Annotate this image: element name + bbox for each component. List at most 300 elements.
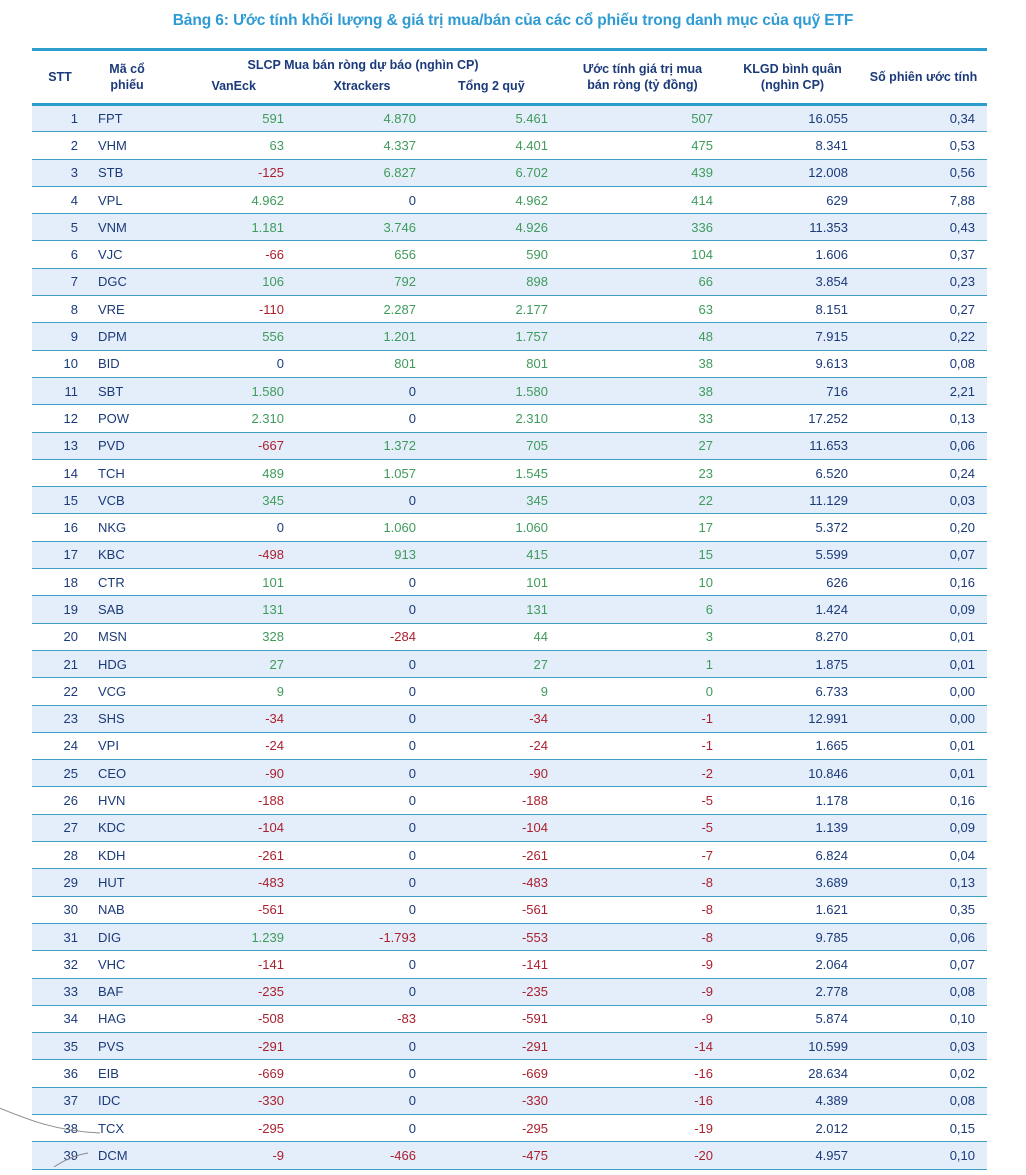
cell-tong2quy: 4.401 — [428, 132, 560, 159]
col-header-klgd-line2: (nghìn CP) — [760, 78, 825, 92]
cell-tong2quy: 345 — [428, 487, 560, 514]
cell-sessions: 7,88 — [860, 186, 987, 213]
cell-klgd: 9.613 — [725, 350, 860, 377]
cell-tong2quy: -188 — [428, 787, 560, 814]
cell-klgd: 28.634 — [725, 1060, 860, 1087]
cell-tong2quy: 590 — [428, 241, 560, 268]
page-title: Bảng 6: Ước tính khối lượng & giá trị mua/bán của các cổ phiếu trong danh mục của quỹ ETF — [172, 12, 854, 29]
cell-ticker: HAG — [88, 1005, 166, 1032]
cell-stt: 30 — [32, 896, 88, 923]
cell-xtrackers: 1.372 — [296, 432, 428, 459]
table-row[interactable] — [32, 268, 987, 295]
table-row[interactable] — [32, 923, 987, 950]
cell-vaneck: -141 — [166, 951, 296, 978]
cell-xtrackers: 0 — [296, 650, 428, 677]
cell-xtrackers: 0 — [296, 978, 428, 1005]
table-row[interactable] — [32, 1033, 987, 1060]
cell-ticker: PVS — [88, 1033, 166, 1060]
cell-klgd: 17.252 — [725, 405, 860, 432]
cell-tong2quy: 705 — [428, 432, 560, 459]
cell-value: -8 — [560, 923, 725, 950]
cell-sessions: 0,16 — [860, 787, 987, 814]
cell-ticker: HVN — [88, 787, 166, 814]
cell-vaneck: -483 — [166, 869, 296, 896]
cell-ticker: FPT — [88, 105, 166, 132]
cell-sessions: 0,23 — [860, 268, 987, 295]
table-body — [32, 105, 987, 1170]
cell-xtrackers: 0 — [296, 678, 428, 705]
col-header-value-label — [564, 61, 721, 93]
cell-value: 6 — [560, 596, 725, 623]
cell-xtrackers: 0 — [296, 951, 428, 978]
cell-stt: 38 — [32, 1114, 88, 1141]
cell-sessions: 0,07 — [860, 951, 987, 978]
cell-xtrackers: -466 — [296, 1142, 428, 1169]
cell-value: -1 — [560, 705, 725, 732]
table-row[interactable] — [32, 350, 987, 377]
cell-vaneck: 9 — [166, 678, 296, 705]
cell-sessions: 0,08 — [860, 978, 987, 1005]
cell-klgd: 6.733 — [725, 678, 860, 705]
cell-sessions: 0,08 — [860, 350, 987, 377]
cell-vaneck: 106 — [166, 268, 296, 295]
cell-sessions: 0,24 — [860, 459, 987, 486]
cell-stt: 22 — [32, 678, 88, 705]
cell-tong2quy: -34 — [428, 705, 560, 732]
cell-xtrackers: 0 — [296, 1060, 428, 1087]
cell-ticker: PVD — [88, 432, 166, 459]
col-header-klgd-line1: KLGD bình quân — [743, 62, 842, 76]
cell-stt: 17 — [32, 541, 88, 568]
cell-stt: 4 — [32, 186, 88, 213]
cell-vaneck: 345 — [166, 487, 296, 514]
table-row[interactable] — [32, 132, 987, 159]
cell-xtrackers: 3.746 — [296, 214, 428, 241]
table-row[interactable] — [32, 186, 987, 213]
cell-klgd: 1.606 — [725, 241, 860, 268]
cell-vaneck: -261 — [166, 842, 296, 869]
col-header-tong2quy: Tổng 2 quỹ — [457, 79, 525, 93]
cell-ticker: DGC — [88, 268, 166, 295]
table-row[interactable] — [32, 1142, 987, 1169]
cell-tong2quy: 5.461 — [428, 105, 560, 132]
cell-stt: 26 — [32, 787, 88, 814]
cell-value: 63 — [560, 296, 725, 323]
cell-value: 48 — [560, 323, 725, 350]
cell-value: -7 — [560, 842, 725, 869]
cell-ticker: VHC — [88, 951, 166, 978]
cell-vaneck: -104 — [166, 814, 296, 841]
cell-ticker: SHS — [88, 705, 166, 732]
cell-ticker: VPL — [88, 186, 166, 213]
cell-ticker: EIB — [88, 1060, 166, 1087]
cell-vaneck: -667 — [166, 432, 296, 459]
col-header-sessions-label: Số phiên ước tính — [869, 70, 978, 84]
cell-value: -9 — [560, 978, 725, 1005]
cell-value: 17 — [560, 514, 725, 541]
cell-tong2quy: 2.177 — [428, 296, 560, 323]
cell-sessions: 0,08 — [860, 1087, 987, 1114]
cell-sessions: 0,13 — [860, 405, 987, 432]
cell-value: -1 — [560, 732, 725, 759]
cell-tong2quy: -591 — [428, 1005, 560, 1032]
cell-sessions: 0,35 — [860, 896, 987, 923]
cell-klgd: 1.621 — [725, 896, 860, 923]
cell-value: -2 — [560, 760, 725, 787]
cell-value: -9 — [560, 1005, 725, 1032]
cell-value: 3 — [560, 623, 725, 650]
table-row[interactable] — [32, 978, 987, 1005]
col-header-group-slcp — [166, 50, 560, 105]
cell-sessions: 0,16 — [860, 569, 987, 596]
cell-klgd: 16.055 — [725, 105, 860, 132]
cell-vaneck: 0 — [166, 514, 296, 541]
cell-stt: 5 — [32, 214, 88, 241]
cell-ticker: KBC — [88, 541, 166, 568]
cell-klgd: 10.846 — [725, 760, 860, 787]
cell-klgd: 1.139 — [725, 814, 860, 841]
cell-sessions: 0,34 — [860, 105, 987, 132]
cell-klgd: 4.389 — [725, 1087, 860, 1114]
cell-xtrackers: 1.057 — [296, 459, 428, 486]
cell-xtrackers: 4.337 — [296, 132, 428, 159]
table-row[interactable] — [32, 842, 987, 869]
cell-value: 27 — [560, 432, 725, 459]
table-row[interactable] — [32, 787, 987, 814]
cell-stt: 11 — [32, 377, 88, 404]
cell-stt: 23 — [32, 705, 88, 732]
cell-value: 22 — [560, 487, 725, 514]
cell-stt: 34 — [32, 1005, 88, 1032]
cell-stt: 16 — [32, 514, 88, 541]
cell-vaneck: -330 — [166, 1087, 296, 1114]
cell-vaneck: -669 — [166, 1060, 296, 1087]
table-row[interactable] — [32, 241, 987, 268]
cell-ticker: VRE — [88, 296, 166, 323]
cell-ticker: HDG — [88, 650, 166, 677]
cell-vaneck: -34 — [166, 705, 296, 732]
cell-sessions: 0,09 — [860, 596, 987, 623]
cell-stt: 12 — [32, 405, 88, 432]
cell-klgd: 5.599 — [725, 541, 860, 568]
cell-stt: 14 — [32, 459, 88, 486]
cell-klgd: 10.599 — [725, 1033, 860, 1060]
cell-tong2quy: 6.702 — [428, 159, 560, 186]
cell-tong2quy: -669 — [428, 1060, 560, 1087]
cell-ticker: HUT — [88, 869, 166, 896]
cell-stt: 8 — [32, 296, 88, 323]
cell-value: 104 — [560, 241, 725, 268]
cell-sessions: 0,09 — [860, 814, 987, 841]
cell-stt: 20 — [32, 623, 88, 650]
table-row[interactable] — [32, 678, 987, 705]
cell-tong2quy: 1.545 — [428, 459, 560, 486]
cell-sessions: 0,06 — [860, 923, 987, 950]
cell-value: -8 — [560, 869, 725, 896]
cell-tong2quy: -561 — [428, 896, 560, 923]
table-row[interactable] — [32, 459, 987, 486]
table-row[interactable] — [32, 1060, 987, 1087]
cell-xtrackers: 0 — [296, 787, 428, 814]
cell-xtrackers: 0 — [296, 487, 428, 514]
cell-xtrackers: 0 — [296, 732, 428, 759]
cell-value: -19 — [560, 1114, 725, 1141]
cell-xtrackers: 0 — [296, 842, 428, 869]
cell-tong2quy: 44 — [428, 623, 560, 650]
cell-value: 507 — [560, 105, 725, 132]
cell-value: 439 — [560, 159, 725, 186]
cell-klgd: 1.875 — [725, 650, 860, 677]
cell-stt: 36 — [32, 1060, 88, 1087]
cell-klgd: 6.824 — [725, 842, 860, 869]
cell-vaneck: 328 — [166, 623, 296, 650]
cell-vaneck: 1.239 — [166, 923, 296, 950]
cell-sessions: 0,01 — [860, 650, 987, 677]
table-row[interactable] — [32, 705, 987, 732]
table-row[interactable] — [32, 760, 987, 787]
cell-xtrackers: 0 — [296, 896, 428, 923]
cell-xtrackers: 0 — [296, 186, 428, 213]
cell-stt: 2 — [32, 132, 88, 159]
cell-tong2quy: 9 — [428, 678, 560, 705]
cell-vaneck: -508 — [166, 1005, 296, 1032]
cell-vaneck: -110 — [166, 296, 296, 323]
cell-sessions: 0,03 — [860, 487, 987, 514]
cell-xtrackers: 0 — [296, 1087, 428, 1114]
cell-tong2quy: -553 — [428, 923, 560, 950]
cell-tong2quy: -261 — [428, 842, 560, 869]
table-row[interactable] — [32, 951, 987, 978]
cell-sessions: 2,21 — [860, 377, 987, 404]
table-row[interactable] — [32, 105, 987, 132]
cell-stt: 31 — [32, 923, 88, 950]
cell-vaneck: 0 — [166, 350, 296, 377]
table-row[interactable] — [32, 596, 987, 623]
cell-ticker: MSN — [88, 623, 166, 650]
cell-value: 33 — [560, 405, 725, 432]
cell-klgd: 1.665 — [725, 732, 860, 759]
table-row[interactable] — [32, 214, 987, 241]
col-header-value-line1: Ước tính giá trị mua — [582, 62, 703, 76]
cell-sessions: 0,37 — [860, 241, 987, 268]
cell-value: 475 — [560, 132, 725, 159]
cell-sessions: 0,10 — [860, 1005, 987, 1032]
table-row[interactable] — [32, 896, 987, 923]
table-row[interactable] — [32, 296, 987, 323]
cell-value: 10 — [560, 569, 725, 596]
cell-stt: 13 — [32, 432, 88, 459]
cell-ticker: DCM — [88, 1142, 166, 1169]
cell-xtrackers: 0 — [296, 705, 428, 732]
cell-xtrackers: 4.870 — [296, 105, 428, 132]
cell-vaneck: -235 — [166, 978, 296, 1005]
col-header-value — [560, 50, 725, 105]
cell-stt: 7 — [32, 268, 88, 295]
cell-value: -9 — [560, 951, 725, 978]
cell-value: 15 — [560, 541, 725, 568]
cell-xtrackers: -83 — [296, 1005, 428, 1032]
cell-ticker: VCG — [88, 678, 166, 705]
cell-tong2quy: -295 — [428, 1114, 560, 1141]
col-header-vaneck: VanEck — [211, 79, 256, 93]
cell-tong2quy: 131 — [428, 596, 560, 623]
col-header-stt-label: STT — [48, 70, 72, 84]
cell-sessions: 0,27 — [860, 296, 987, 323]
cell-xtrackers: -284 — [296, 623, 428, 650]
cell-value: 38 — [560, 350, 725, 377]
cell-value: -20 — [560, 1142, 725, 1169]
cell-value: 0 — [560, 678, 725, 705]
cell-sessions: 0,03 — [860, 1033, 987, 1060]
cell-ticker: STB — [88, 159, 166, 186]
cell-value: 414 — [560, 186, 725, 213]
cell-vaneck: 63 — [166, 132, 296, 159]
col-header-ticker-line1: Mã cổ — [109, 62, 145, 76]
table-row[interactable] — [32, 487, 987, 514]
table-row[interactable] — [32, 569, 987, 596]
cell-sessions: 0,10 — [860, 1142, 987, 1169]
cell-tong2quy: 4.962 — [428, 186, 560, 213]
cell-stt: 28 — [32, 842, 88, 869]
cell-ticker: SAB — [88, 596, 166, 623]
cell-stt: 39 — [32, 1142, 88, 1169]
cell-klgd: 3.854 — [725, 268, 860, 295]
cell-vaneck: 27 — [166, 650, 296, 677]
cell-value: -5 — [560, 814, 725, 841]
cell-sessions: 0,01 — [860, 732, 987, 759]
table-row[interactable] — [32, 1087, 987, 1114]
cell-value: 336 — [560, 214, 725, 241]
cell-ticker: IDC — [88, 1087, 166, 1114]
cell-klgd: 6.520 — [725, 459, 860, 486]
cell-xtrackers: 0 — [296, 569, 428, 596]
cell-vaneck: -188 — [166, 787, 296, 814]
table-row[interactable] — [32, 650, 987, 677]
cell-ticker: CTR — [88, 569, 166, 596]
cell-vaneck: 131 — [166, 596, 296, 623]
slcp-group-block — [170, 51, 556, 103]
table-row[interactable] — [32, 377, 987, 404]
cell-stt: 3 — [32, 159, 88, 186]
cell-sessions: 0,53 — [860, 132, 987, 159]
cell-klgd: 9.785 — [725, 923, 860, 950]
cell-klgd: 2.012 — [725, 1114, 860, 1141]
cell-ticker: NKG — [88, 514, 166, 541]
cell-stt: 9 — [32, 323, 88, 350]
cell-xtrackers: 1.201 — [296, 323, 428, 350]
cell-xtrackers: 0 — [296, 869, 428, 896]
col-header-stt — [32, 50, 88, 105]
col-header-ticker-label — [92, 61, 162, 93]
cell-vaneck: 489 — [166, 459, 296, 486]
cell-xtrackers: 801 — [296, 350, 428, 377]
cell-stt: 37 — [32, 1087, 88, 1114]
cell-tong2quy: 898 — [428, 268, 560, 295]
cell-xtrackers: 2.287 — [296, 296, 428, 323]
cell-ticker: KDC — [88, 814, 166, 841]
cell-ticker: VNM — [88, 214, 166, 241]
etf-table-container — [32, 48, 987, 1170]
cell-xtrackers: 0 — [296, 1033, 428, 1060]
cell-tong2quy: 1.757 — [428, 323, 560, 350]
cell-klgd: 8.341 — [725, 132, 860, 159]
table-row[interactable] — [32, 432, 987, 459]
cell-value: 23 — [560, 459, 725, 486]
table-row[interactable] — [32, 1114, 987, 1141]
cell-ticker: POW — [88, 405, 166, 432]
cell-tong2quy: -24 — [428, 732, 560, 759]
table-row[interactable] — [32, 623, 987, 650]
cell-ticker: SBT — [88, 377, 166, 404]
cell-klgd: 8.151 — [725, 296, 860, 323]
cell-tong2quy: 415 — [428, 541, 560, 568]
cell-tong2quy: 4.926 — [428, 214, 560, 241]
cell-sessions: 0,07 — [860, 541, 987, 568]
cell-xtrackers: 0 — [296, 1114, 428, 1141]
table-row[interactable] — [32, 159, 987, 186]
cell-stt: 10 — [32, 350, 88, 377]
cell-tong2quy: 101 — [428, 569, 560, 596]
cell-klgd: 629 — [725, 186, 860, 213]
cell-klgd: 11.353 — [725, 214, 860, 241]
cell-tong2quy: -104 — [428, 814, 560, 841]
cell-klgd: 12.991 — [725, 705, 860, 732]
cell-value: 1 — [560, 650, 725, 677]
table-row[interactable] — [32, 869, 987, 896]
cell-vaneck: 556 — [166, 323, 296, 350]
cell-stt: 35 — [32, 1033, 88, 1060]
table-row[interactable] — [32, 405, 987, 432]
cell-klgd: 5.874 — [725, 1005, 860, 1032]
col-header-klgd — [725, 50, 860, 105]
cell-xtrackers: 656 — [296, 241, 428, 268]
cell-klgd: 4.957 — [725, 1142, 860, 1169]
cell-tong2quy: 801 — [428, 350, 560, 377]
cell-vaneck: -498 — [166, 541, 296, 568]
table-row[interactable] — [32, 1005, 987, 1032]
cell-vaneck: 4.962 — [166, 186, 296, 213]
cell-sessions: 0,01 — [860, 760, 987, 787]
cell-value: -5 — [560, 787, 725, 814]
cell-xtrackers: 792 — [296, 268, 428, 295]
cell-vaneck: -125 — [166, 159, 296, 186]
cell-xtrackers: 0 — [296, 596, 428, 623]
table-row[interactable] — [32, 732, 987, 759]
cell-klgd: 5.372 — [725, 514, 860, 541]
cell-stt: 33 — [32, 978, 88, 1005]
cell-ticker: VHM — [88, 132, 166, 159]
cell-stt: 21 — [32, 650, 88, 677]
cell-sessions: 0,00 — [860, 678, 987, 705]
cell-stt: 24 — [32, 732, 88, 759]
cell-klgd: 11.129 — [725, 487, 860, 514]
cell-ticker: TCX — [88, 1114, 166, 1141]
table-row[interactable] — [32, 541, 987, 568]
cell-sessions: 0,02 — [860, 1060, 987, 1087]
col-header-group-slcp-label: SLCP Mua bán ròng dự báo (nghìn CP) — [247, 58, 479, 72]
cell-tong2quy: 27 — [428, 650, 560, 677]
table-head — [32, 50, 987, 105]
cell-value: -16 — [560, 1087, 725, 1114]
cell-xtrackers: 0 — [296, 377, 428, 404]
table-row[interactable] — [32, 323, 987, 350]
cell-value: 66 — [560, 268, 725, 295]
table-row[interactable] — [32, 514, 987, 541]
table-row[interactable] — [32, 814, 987, 841]
cell-sessions: 0,22 — [860, 323, 987, 350]
cell-sessions: 0,06 — [860, 432, 987, 459]
cell-sessions: 0,04 — [860, 842, 987, 869]
